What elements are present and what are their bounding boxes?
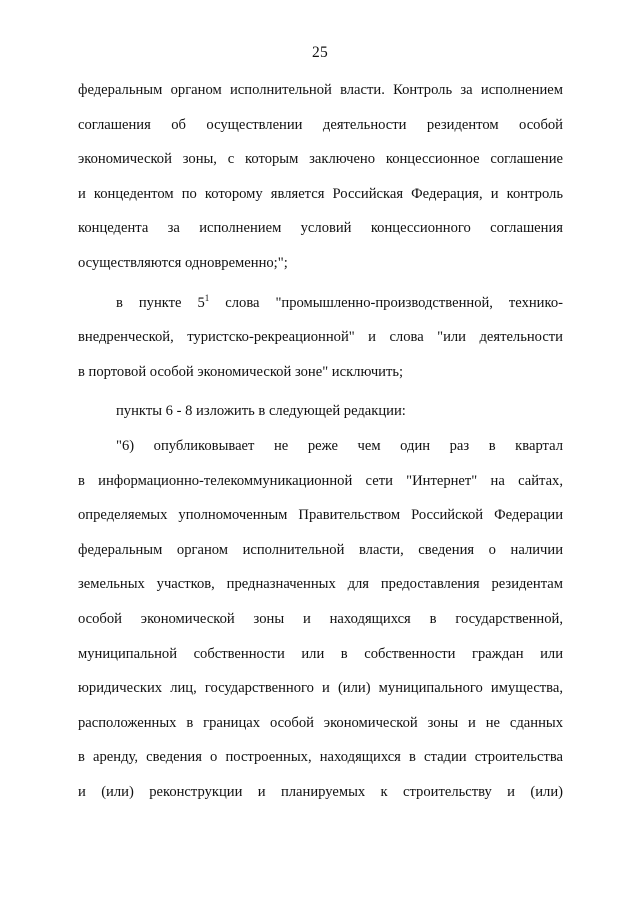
text-line: концедента за исполнением условий концессионного соглашения (78, 220, 563, 237)
line-suffix: слова "промышленно-производственной, технико- (209, 294, 563, 311)
text-line: федеральным органом исполнительной власти. Контроль за исполнением (78, 82, 563, 98)
text-line: в информационно-телекоммуникационной сети "Интернет" на сайтах, (78, 472, 563, 489)
text-line: расположенных в границах особой экономической зоны и не сданных (78, 714, 563, 731)
paragraph-3 (78, 401, 563, 436)
text-line: в аренду, сведения о построенных, находящихся в стадии строительства (78, 749, 563, 766)
text-line: и концедентом по которому является Российская Федерация, и контроль (78, 185, 563, 202)
paragraph-2 (78, 293, 563, 397)
document-body (78, 80, 563, 816)
text-line: особой экономической зоны и находящихся в государственной, (78, 610, 563, 627)
text-line: "6) опубликовывает не реже чем один раз в квартал (116, 437, 563, 454)
text-line: в портовой особой экономической зоне" исключить; (78, 363, 404, 380)
text-line: пункты 6 - 8 изложить в следующей редакции: (116, 403, 406, 420)
superscript: 1 (204, 292, 210, 303)
text-line: экономической зоны, с которым заключено концессионное соглашение (78, 151, 563, 168)
text-line (78, 293, 563, 328)
text-line: соглашения об осуществлении деятельности резидентом особой (78, 116, 563, 133)
text-line: юридических лиц, государственного и (или) муниципального имущества, (78, 680, 563, 697)
paragraph-4 (78, 436, 563, 817)
text-line: земельных участков, предназначенных для предоставления резидентам (78, 576, 563, 593)
text-line: осуществляются одновременно;"; (78, 254, 288, 271)
line-prefix: в пункте 5 (116, 294, 205, 311)
text-line: и (или) реконструкции и планируемых к строительству и (или) (78, 783, 563, 800)
text-line: определяемых уполномоченным Правительством Российской Федерации (78, 507, 563, 524)
text-line: муниципальной собственности или в собственности граждан или (78, 645, 563, 662)
text-line: федеральным органом исполнительной власти, сведения о наличии (78, 541, 563, 558)
paragraph-1 (78, 80, 563, 288)
page-number: 25 (311, 44, 329, 61)
text-line: внедренческой, туристско-рекреационной" и слова "или деятельности (78, 329, 563, 346)
